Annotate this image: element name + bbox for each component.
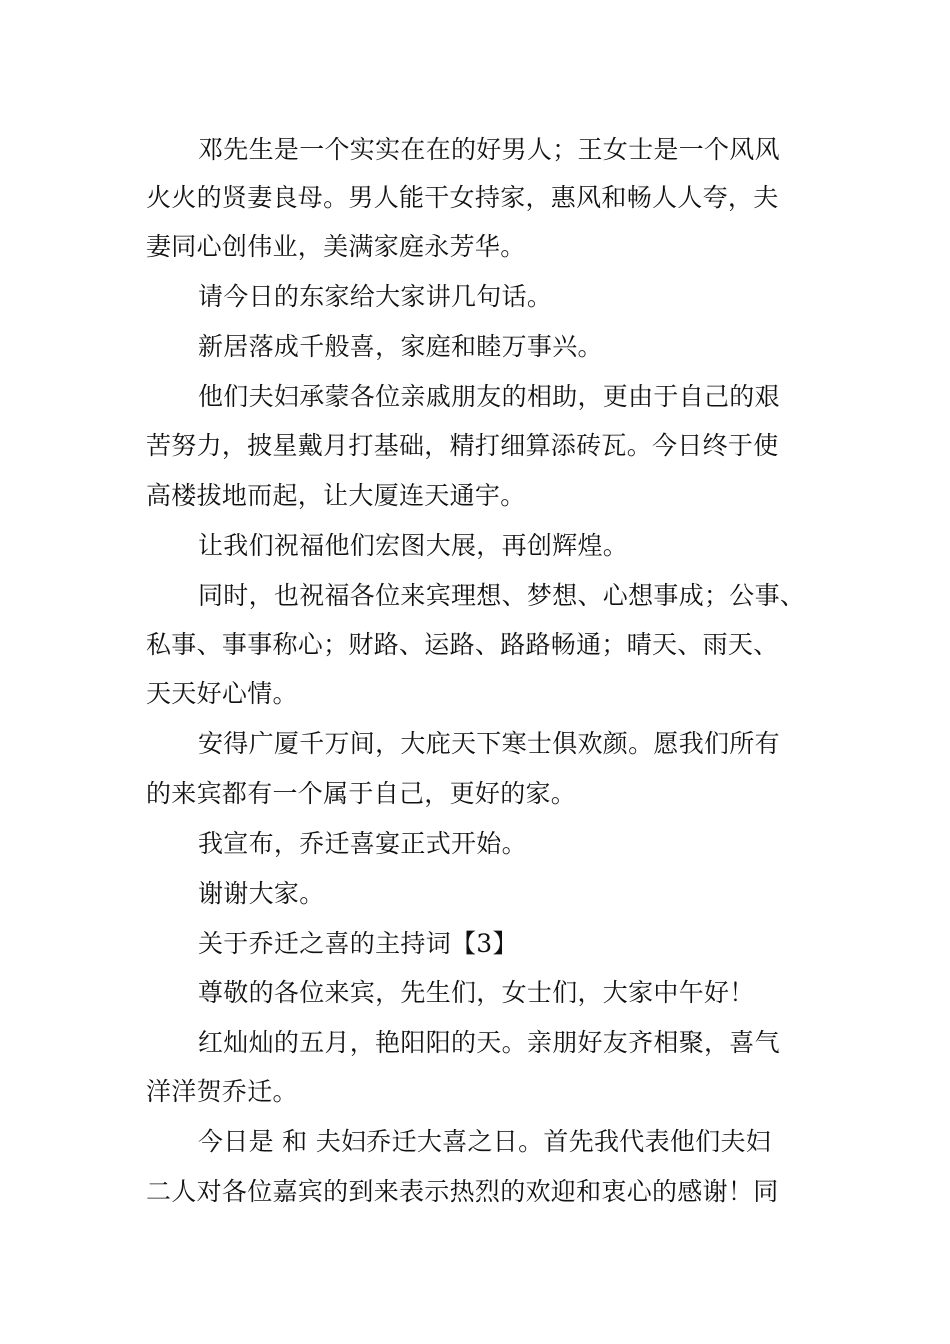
- text-line: 安得广厦千万间，大庇天下寒士俱欢颜。愿我们所有: [198, 729, 780, 758]
- text-line: 的来宾都有一个属于自己，更好的家。: [146, 779, 577, 808]
- text-line: 同时，也祝福各位来宾理想、梦想、心想事成；公事、: [198, 581, 806, 610]
- text-line: 火火的贤妻良母。男人能干女持家，惠风和畅人人夸，夫: [146, 183, 779, 212]
- text-line: 尊敬的各位来宾，先生们，女士们，大家中午好！: [198, 978, 755, 1007]
- text-line: 新居落成千般喜，家庭和睦万事兴。: [198, 332, 603, 361]
- text-line: 高楼拔地而起，让大厦连天通宇。: [146, 481, 526, 510]
- text-line: 邓先生是一个实实在在的好男人；王女士是一个风风: [198, 135, 780, 164]
- text-line: 苦努力，披星戴月打基础，精打细算添砖瓦。今日终于使: [146, 431, 779, 460]
- text-line: 让我们祝福他们宏图大展，再创辉煌。: [198, 531, 629, 560]
- text-line: 私事、事事称心；财路、运路、路路畅通；晴天、雨天、: [146, 630, 779, 659]
- text-line: 妻同心创伟业，美满家庭永芳华。: [146, 232, 526, 261]
- text-line: 我宣布，乔迁喜宴正式开始。: [198, 829, 527, 858]
- text-line: 今日是 和 夫妇乔迁大喜之日。首先我代表他们夫妇: [198, 1127, 772, 1156]
- text-line: 二人对各位嘉宾的到来表示热烈的欢迎和衷心的感谢！同: [146, 1177, 779, 1206]
- text-line: 红灿灿的五月，艳阳阳的天。亲朋好友齐相聚，喜气: [198, 1028, 780, 1057]
- section-heading: 关于乔迁之喜的主持词【3】: [198, 929, 518, 958]
- text-line: 洋洋贺乔迁。: [146, 1077, 298, 1106]
- text-line: 天天好心情。: [146, 679, 298, 708]
- text-line: 谢谢大家。: [198, 879, 325, 908]
- text-line: 请今日的东家给大家讲几句话。: [198, 282, 553, 311]
- text-line: 他们夫妇承蒙各位亲戚朋友的相助，更由于自己的艰: [198, 382, 780, 411]
